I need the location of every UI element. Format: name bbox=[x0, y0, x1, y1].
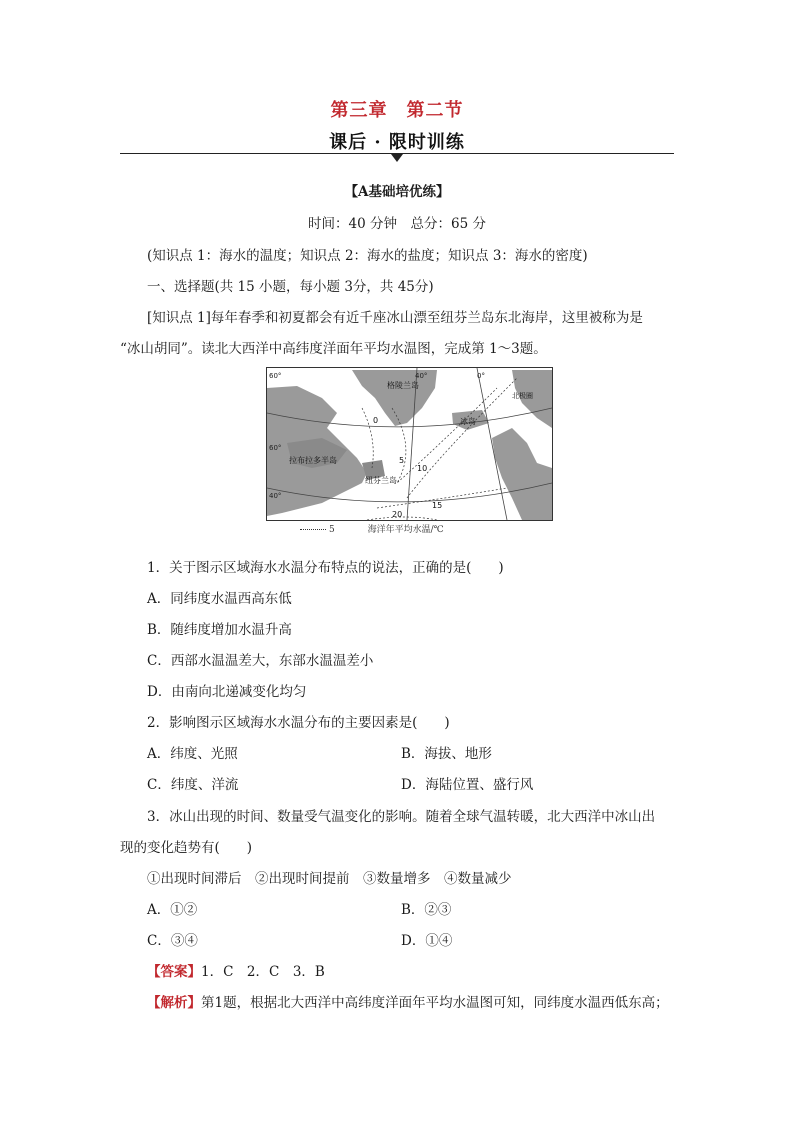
question-2-option-a: A．纬度、光照 bbox=[147, 746, 238, 762]
label-isotherm-10: 10 bbox=[417, 464, 428, 473]
question-3-option-b: B．②③ bbox=[401, 902, 452, 918]
question-3-option-c: C．③④ bbox=[147, 933, 198, 949]
page-subtitle: 课后 · 限时训练 bbox=[329, 132, 465, 153]
question-1-option-c: C．西部水温温差大，东部水温温差小 bbox=[147, 653, 374, 669]
answer-text: 1．C 2．C 3．B bbox=[201, 964, 325, 980]
question-1-option-b: B．随纬度增加水温升高 bbox=[147, 622, 292, 638]
part-heading: 一、选择题(共 15 小题，每小题 3分，共 45分) bbox=[147, 279, 434, 295]
europe-landmass bbox=[492, 428, 552, 520]
label-isotherm-0: 0 bbox=[373, 416, 379, 425]
answer-line bbox=[147, 960, 325, 980]
label-arctic-circle: 北极圈 bbox=[512, 392, 533, 400]
divider-marker-icon bbox=[391, 154, 403, 162]
label-lon0: 0° bbox=[477, 372, 485, 380]
isotherm-0 bbox=[362, 408, 373, 468]
section-title: 【A基础培优练】 bbox=[344, 184, 450, 200]
question-2-option-b: B．海拔、地形 bbox=[401, 746, 492, 762]
map-graphic bbox=[267, 368, 552, 520]
label-newfoundland: 纽芬兰岛 bbox=[365, 476, 397, 485]
label-labrador: 拉布拉多半岛 bbox=[289, 456, 337, 465]
label-isotherm-15: 15 bbox=[432, 501, 443, 510]
label-isotherm-5: 5 bbox=[399, 456, 405, 465]
intro-line-1: [知识点 1]每年春季和初夏都会有近千座冰山漂至纽芬兰岛东北海岸，这里被称为是 bbox=[147, 310, 643, 326]
map-legend bbox=[300, 522, 444, 535]
analysis-label: 【解析】 bbox=[147, 995, 201, 1011]
label-greenland: 格陵兰岛 bbox=[387, 381, 419, 390]
question-3-option-a: A．①② bbox=[147, 902, 198, 918]
time-info: 时间：40 分钟 总分：65 分 bbox=[308, 216, 486, 232]
question-3-stem-line-1: 3．冰山出现的时间、数量受气温变化的影响。随着全球气温转暖，北大西洋中冰山出 bbox=[147, 809, 656, 825]
answer-label: 【答案】 bbox=[147, 964, 201, 980]
legend-dotted-line bbox=[300, 529, 326, 530]
question-2-option-c: C．纬度、洋流 bbox=[147, 777, 239, 793]
chapter-title: 第三章 第二节 bbox=[330, 100, 464, 121]
question-2-option-d: D．海陆位置、盛行风 bbox=[401, 777, 534, 793]
label-isotherm-20: 20 bbox=[392, 510, 403, 519]
analysis-text: 第1题，根据北大西洋中高纬度洋面年平均水温图可知，同纬度水温西低东高； bbox=[201, 995, 669, 1011]
legend-text: 海洋年平均水温/℃ bbox=[367, 525, 444, 535]
question-2-stem: 2．影响图示区域海水水温分布的主要因素是( ) bbox=[147, 715, 450, 731]
label-lat60: 60° bbox=[269, 444, 282, 452]
question-3-stem-line-2: 现的变化趋势有( ) bbox=[120, 840, 253, 856]
question-1-option-d: D．由南向北递减变化均匀 bbox=[147, 684, 307, 700]
intro-line-2: “冰山胡同”。读北大西洋中高纬度洋面年平均水温图，完成第 1～3题。 bbox=[120, 341, 547, 357]
ocean-temperature-map bbox=[266, 367, 553, 521]
label-lat40: 40° bbox=[269, 492, 282, 500]
knowledge-points: (知识点 1：海水的温度；知识点 2：海水的盐度；知识点 3：海水的密度) bbox=[147, 248, 588, 264]
label-lon60: 60° bbox=[269, 372, 282, 380]
label-lon40: 40° bbox=[415, 372, 428, 380]
analysis-line bbox=[147, 991, 669, 1011]
question-3-option-d: D．①④ bbox=[401, 933, 453, 949]
question-3-choices: ①出现时间滞后 ②出现时间提前 ③数量增多 ④数量减少 bbox=[147, 871, 512, 887]
label-iceland: 冰岛 bbox=[460, 417, 476, 426]
question-1-option-a: A．同纬度水温西高东低 bbox=[147, 591, 292, 607]
question-1-stem: 1．关于图示区域海水水温分布特点的说法，正确的是( ) bbox=[147, 560, 504, 576]
legend-value: 5 bbox=[329, 525, 335, 535]
